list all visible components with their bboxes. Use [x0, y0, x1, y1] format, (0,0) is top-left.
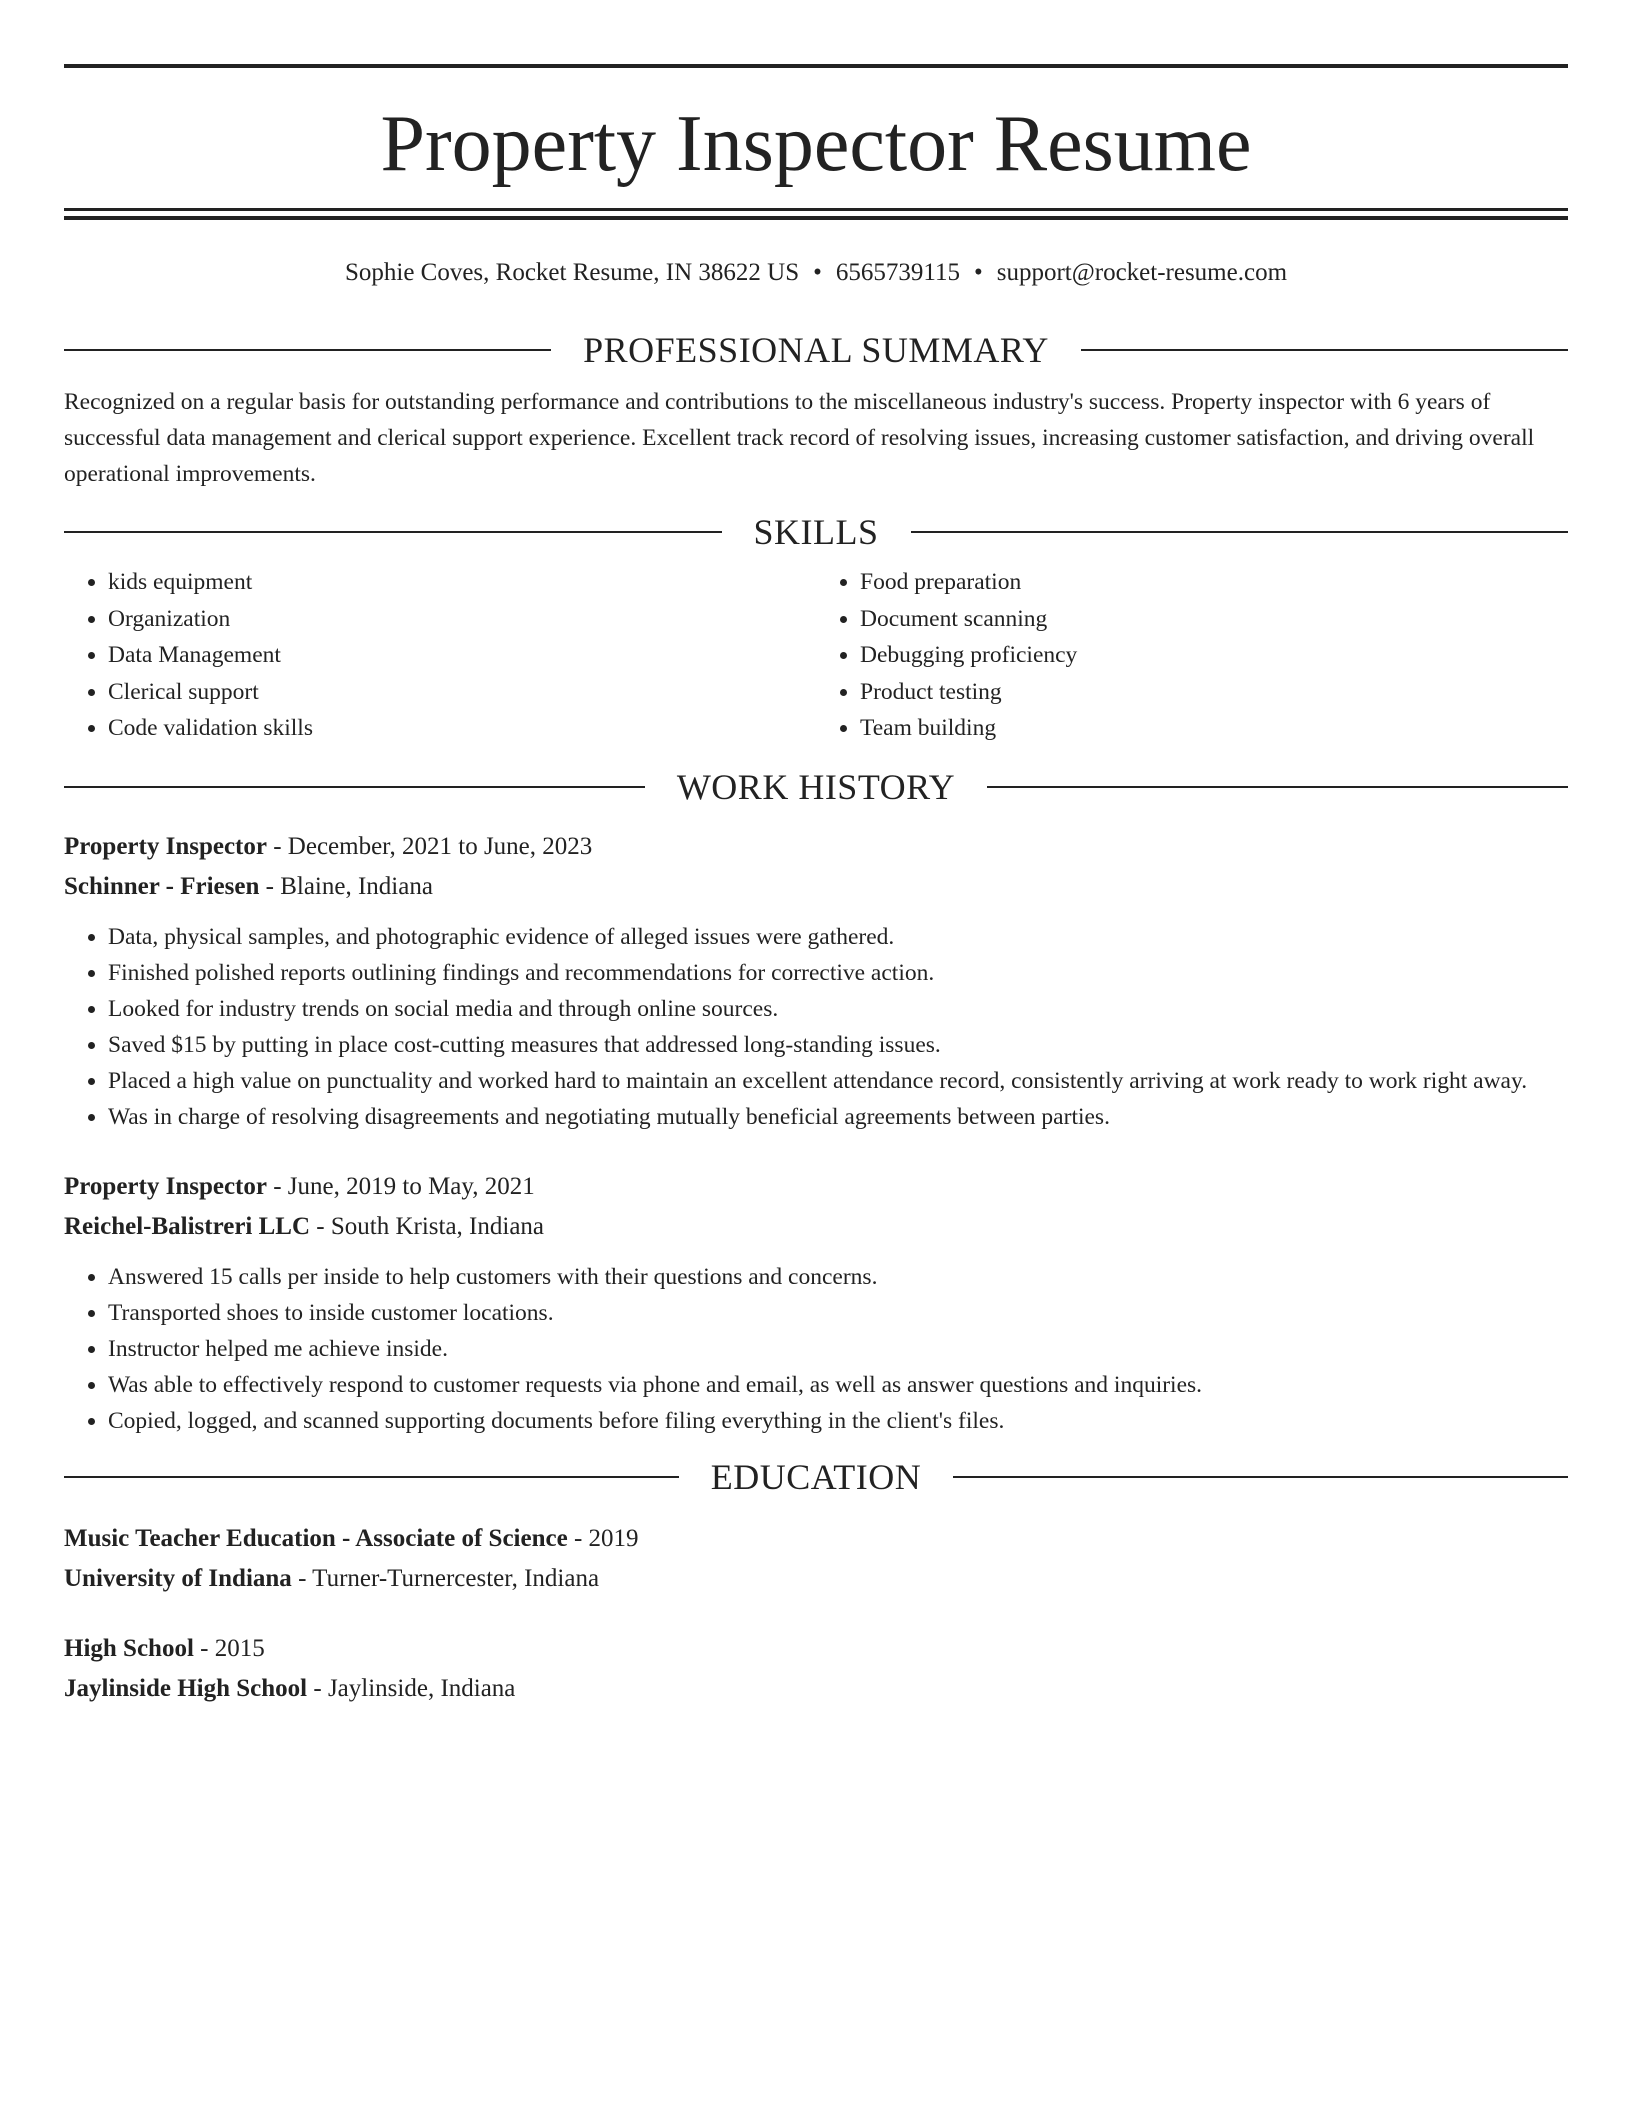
job-company: Reichel-Balistreri LLC: [64, 1212, 311, 1240]
education-degree: Music Teacher Education - Associate of Science: [64, 1524, 568, 1552]
education-degree-line: [64, 1629, 1568, 1669]
education-degree: High School: [64, 1634, 194, 1662]
education-heading-label: EDUCATION: [710, 1456, 922, 1497]
summary-heading-label: PROFESSIONAL SUMMARY: [583, 330, 1049, 370]
work-heading-label: WORK HISTORY: [676, 766, 956, 807]
job-entry: [64, 1167, 1568, 1439]
education-school: University of Indiana: [64, 1564, 292, 1592]
contact-address: Sophie Coves, Rocket Resume, IN 38622 US: [344, 259, 800, 286]
list-item: • Was able to effectively respond to customer requests via phone and email, as well as answer questions and inquiries.: [108, 1367, 1568, 1403]
skill-item: • Product testing: [860, 674, 1568, 711]
contact-separator: •: [813, 259, 822, 286]
skill-item: • Document scanning: [860, 601, 1568, 638]
job-company: Schinner - Friesen: [64, 872, 260, 900]
skill-item: • Debugging proficiency: [860, 637, 1568, 674]
skill-item: • Food preparation: [860, 564, 1568, 601]
list-item: • Finished polished reports outlining findings and recommendations for corrective action.: [108, 955, 1568, 991]
job-bullets: [64, 1259, 1568, 1439]
heading-rule-left: [64, 531, 722, 533]
heading-rule-right: [911, 531, 1569, 533]
education-year: - 2015: [193, 1634, 265, 1662]
education-location: - Jaylinside, Indiana: [307, 1674, 516, 1702]
heading-rule-left: [64, 349, 551, 351]
education-school-line: [64, 1669, 1568, 1709]
contact-phone: 6565739115: [835, 259, 960, 286]
list-item: • Answered 15 calls per inside to help customers with their questions and concerns.: [108, 1259, 1568, 1295]
job-dates: - December, 2021 to June, 2023: [266, 832, 593, 860]
list-item: • Instructor helped me achieve inside.: [108, 1331, 1568, 1367]
list-item: • Was in charge of resolving disagreements and negotiating mutually beneficial agreements between parties.: [108, 1099, 1568, 1135]
skills-heading-label: SKILLS: [753, 512, 879, 552]
job-title: Property Inspector: [64, 832, 267, 860]
list-item: • Saved $15 by putting in place cost-cutting measures that addressed long-standing issues.: [108, 1027, 1568, 1063]
skill-item: • Team building: [860, 710, 1568, 747]
education-entry: [64, 1519, 1568, 1599]
contact-separator: •: [973, 259, 983, 286]
education-school-line: [64, 1559, 1568, 1599]
heading-rule-right: [1081, 349, 1568, 351]
job-bullets: [64, 919, 1568, 1135]
list-item: • Copied, logged, and scanned supporting documents before filing everything in the client's files.: [108, 1403, 1568, 1439]
heading-rule-left: [64, 1476, 679, 1478]
education-school: Jaylinside High School: [64, 1674, 308, 1702]
list-item: • Looked for industry trends on social media and through online sources.: [108, 991, 1568, 1027]
skills-column-left: [64, 564, 816, 747]
job-company-line: [64, 867, 1568, 907]
list-item: • Placed a high value on punctuality and worked hard to maintain an excellent attendance record, consistently arriving at work ready to work right away.: [108, 1063, 1568, 1099]
contact-line: [64, 258, 1568, 288]
top-rule: [64, 64, 1568, 68]
heading-rule-right: [987, 786, 1568, 788]
skills-column-right: [816, 564, 1568, 747]
contact-email[interactable]: support@rocket-resume.com: [996, 259, 1288, 286]
list-item: • Data, physical samples, and photographic evidence of alleged issues were gathered.: [108, 919, 1568, 955]
education-degree-line: [64, 1519, 1568, 1559]
work-heading: [64, 767, 1568, 807]
job-dates: - June, 2019 to May, 2021: [266, 1172, 535, 1200]
resume-title: Property Inspector Resume: [380, 100, 1252, 188]
skills-heading: [64, 512, 1568, 552]
skills-list: [64, 564, 1568, 747]
education-year: - 2019: [567, 1524, 639, 1552]
skill-item: • Code validation skills: [108, 710, 816, 747]
resume-page: [64, 64, 1568, 1709]
education-heading: [64, 1457, 1568, 1497]
skill-item: • kids equipment: [108, 564, 816, 601]
title-rule-lower: [64, 216, 1568, 220]
job-entry: [64, 827, 1568, 1135]
job-location: - South Krista, Indiana: [310, 1212, 545, 1240]
job-title-line: [64, 827, 1568, 867]
job-title-line: [64, 1167, 1568, 1207]
list-item: • Transported shoes to inside customer locations.: [108, 1295, 1568, 1331]
skill-item: • Organization: [108, 601, 816, 638]
title-rule-upper: [64, 208, 1568, 211]
education-entry: [64, 1629, 1568, 1709]
job-company-line: [64, 1207, 1568, 1247]
heading-rule-right: [953, 1476, 1568, 1478]
skill-item: • Data Management: [108, 637, 816, 674]
skill-item: • Clerical support: [108, 674, 816, 711]
heading-rule-left: [64, 786, 645, 788]
summary-text: Recognized on a regular basis for outstanding performance and contributions to the miscellaneous industry's success. Property inspector with 6 years of successful data management and clerical support experience. Excellent track record of resolving issues, increasing customer satisfaction, and driving overall operational improvements.: [64, 389, 1535, 487]
summary-heading: [64, 330, 1568, 370]
education-location: - Turner-Turnercester, Indiana: [291, 1564, 600, 1592]
job-title: Property Inspector: [64, 1172, 267, 1200]
job-location: - Blaine, Indiana: [259, 872, 433, 900]
